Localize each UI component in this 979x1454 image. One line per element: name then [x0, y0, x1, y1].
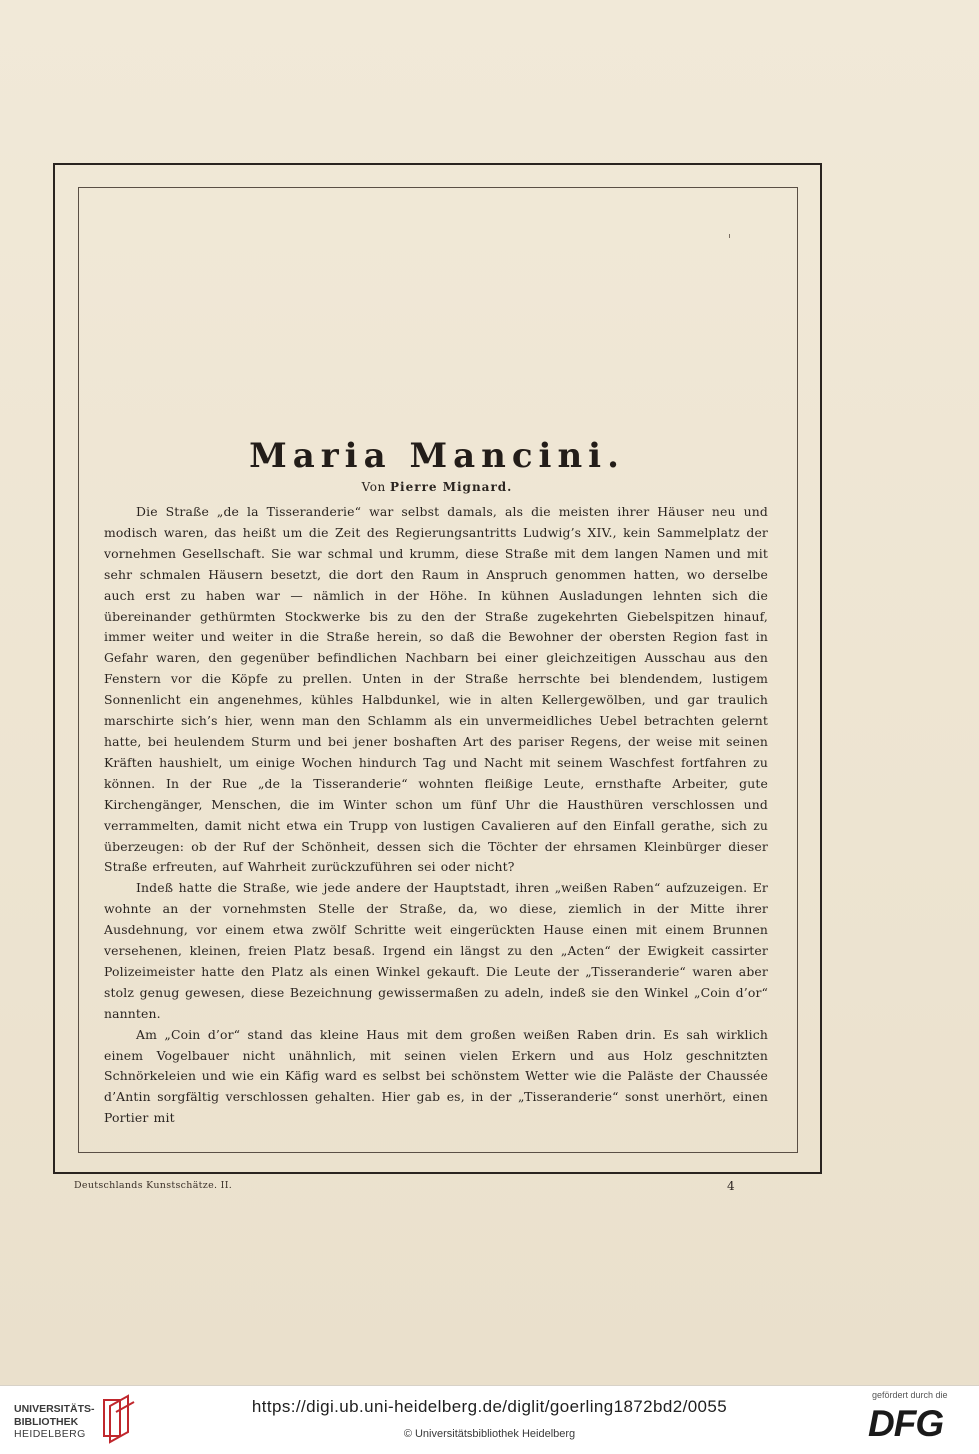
logo-line-2: BIBLIOTHEK	[14, 1415, 79, 1428]
logo-line-3: HEIDELBERG	[14, 1428, 86, 1440]
page-number: 4	[727, 1179, 735, 1193]
paragraph: Indeß hatte die Straße, wie jede andere der Hauptstadt, ihren „weißen Raben“ aufzuzeigen. Er wohnte an der vornehmsten Stelle der Straße, da, wo diese, ziemlich in der Mitte ihrer Ausdehnung, vor einem etwa zwölf Schritte weit eingerückten Hause einen mit einem Brunnen versehenen, kleinen, freien Platz besaß. Irgend ein längst zu den „Acten“ der Ewigkeit cassirter Polizeimeister hatte den Platz als einen Winkel gekauft. Die Leute der „Tisseranderie“ waren aber stolz genug gewesen, diese Bezeichnung gewissermaßen zu adeln, indeß sie den Winkel „Coin d’or“ nannten.	[104, 880, 768, 1021]
article-title: Maria Mancini.	[249, 436, 625, 476]
dfg-logo[interactable]: DFG	[868, 1403, 944, 1444]
copyright-notice: © Universitätsbibliothek Heidelberg	[403, 1428, 576, 1440]
byline-prefix: Von	[361, 480, 386, 494]
paper-mark	[729, 234, 730, 238]
paragraph: Am „Coin d’or“ stand das kleine Haus mit dem großen weißen Raben drin. Es sah wirklich einem Vogelbauer nicht unähnlich, mit seinen vielen Erkern und aus Holz geschnitzten Schnörkeleien und wie ein Käfig ward es selbst bei schönstem Wetter wie die Paläste der Chaussée d’Antin sorgfältig verschlossen gehalten. Hier gab es, in der „Tisseranderie“ sonst unerhört, einen Portier mit	[104, 1026, 768, 1126]
article-body	[104, 502, 768, 1129]
viewer-bottom-bar	[0, 1385, 979, 1454]
permalink-url[interactable]: https://digi.ub.uni-heidelberg.de/diglit/goerling1872bd2/0055	[251, 1397, 728, 1416]
funder-label: gefördert durch die	[872, 1390, 948, 1400]
logo-line-1: UNIVERSITÄTS-	[14, 1403, 95, 1415]
byline-author: Pierre Mignard.	[390, 480, 513, 494]
running-footer-title: Deutschlands Kunstschätze. II.	[74, 1180, 233, 1191]
paragraph: Die Straße „de la Tisseranderie“ war selbst damals, als die meisten ihrer Häuser neu und modisch waren, das heißt um die Zeit des Regierungsantritts Ludwig’s XIV., kein Sammelplatz der vornehmen Gesellschaft. Sie war schmal und krumm, diese Straße mit dem langen Namen und mit sehr schmalen Häusern besetzt, die dort den Raum in Anspruch genommen hatten, wo derselbe auch erst zu haben war — nämlich in der Höhe. In kühnen Ausladungen lehnten sich die übereinander gethürmten Stockwerke bis zu den der Straße zugekehrten Giebelspitzen hinauf, immer weiter und weiter in die Straße herein, so daß die Bewohner der obersten Region fast in Gefahr waren, den gegenüber befindlichen Nachbarn bei einer gleichzeitigen Ausschau aus den Fenstern vor die Köpfe zu prellen. Unten in der Straße herrschte bei blendendem, lustigem Sonnenlicht ein angenehmes, kühles Halbdunkel, wie in alten Kellergewölben, und gar traulich marschirte sich’s hier, wenn man den Schlamm als ein unvermeidliches Uebel betrachten gelernt hatte, bei heulendem Sturm und bei jener boshaften Art des pariser Regens, der weise mit seinen Kräften haushielt, um einige Wochen hindurch Tag und Nacht mit seinem Waschfest fortfahren zu können. In der Rue „de la Tisseranderie“ wohnten fleißige Leute, ernsthafte Arbeiter, gute Kirchengänger, Menschen, die im Winter schon um fünf Uhr die Hausthüren verschlossen und verrammelten, damit nicht etwa ein Trupp von lustigen Cavalieren auf den Einfall gerathe, sich zu überzeugen: ob der Ruf der Schönheit, dessen sich die Töchter der ehrsamen Kleinbürger dieser Straße erfreuten, auf Wahrheit zurückzuführen sei oder nicht?	[104, 504, 768, 875]
article-byline	[0, 480, 874, 494]
